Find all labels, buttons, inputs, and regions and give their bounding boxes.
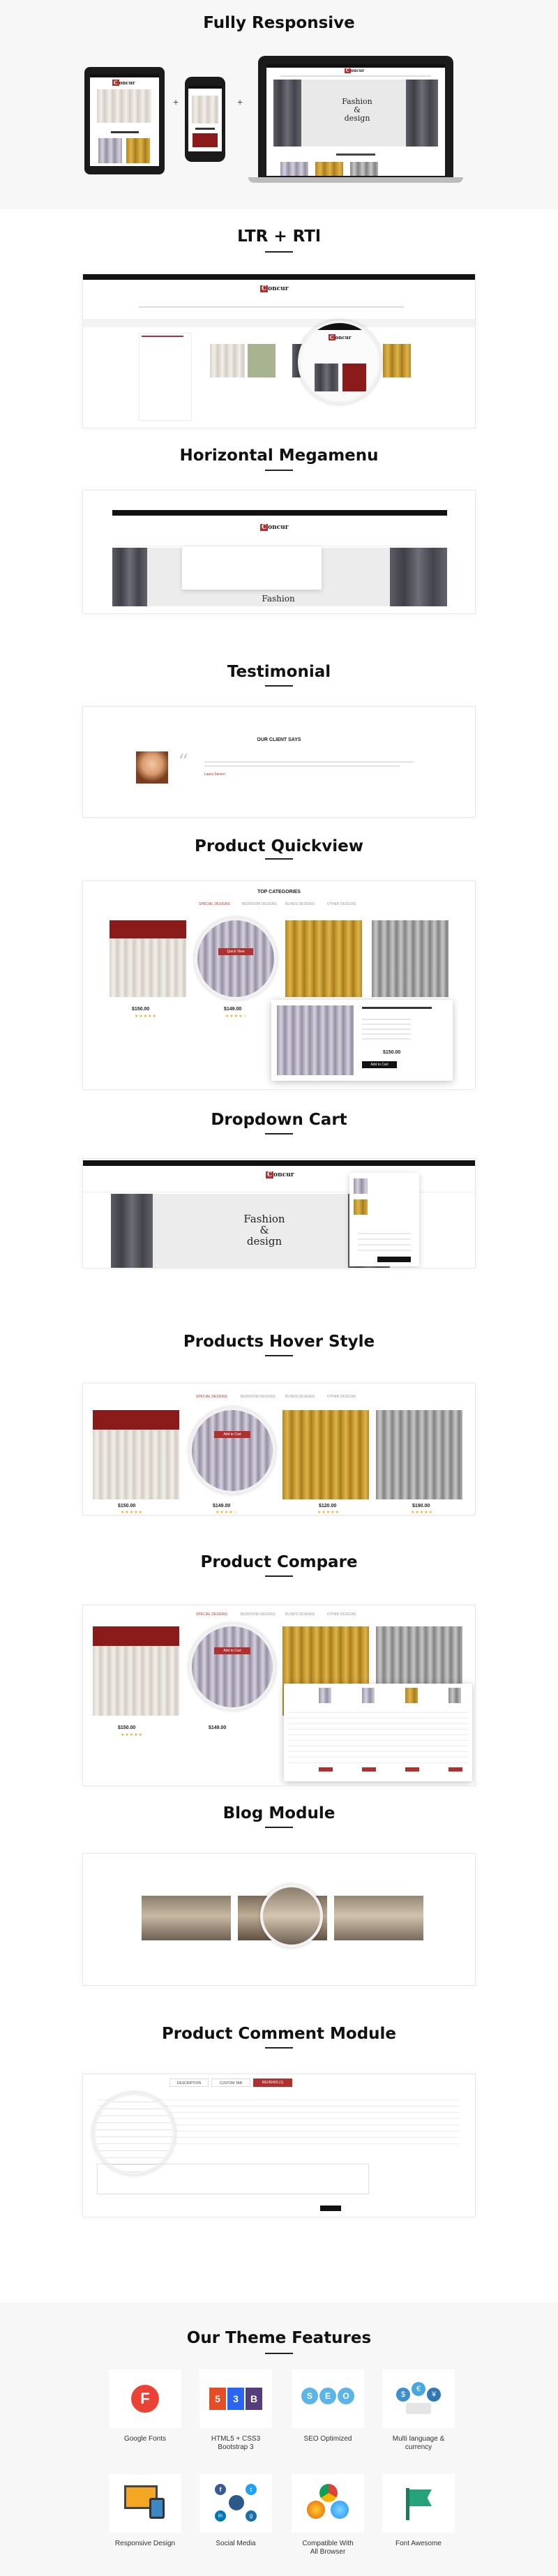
feature-social xyxy=(199,2474,272,2533)
tablet-mockup: C oncur xyxy=(84,67,165,174)
section-title: Products Hover Style xyxy=(183,1333,375,1351)
quickview-card: TOP CATEGORIES SPECIAL DESIGNS BEDROOM DESIGNS BLINDS DESIGNS OTHER DESIGNS Quick View $150.00 ★★★★★ $149.00 ★★★★☆ $150.00 Add to Cart xyxy=(82,881,476,1090)
hover-section xyxy=(0,1312,558,1535)
avatar xyxy=(136,751,168,784)
responsive-section xyxy=(0,0,558,209)
quickview-hover-product[interactable]: Quick View xyxy=(195,918,277,1000)
html5-css3-bootstrap-icon: 5 3 B xyxy=(209,2388,262,2410)
cart-preview: C oncur Fashion & design xyxy=(82,1158,476,1268)
section-title: Product Comment Module xyxy=(161,2025,397,2043)
cart-section xyxy=(0,1102,558,1312)
seo-icon: S E O xyxy=(301,2388,354,2409)
blog-post[interactable] xyxy=(142,1896,231,1940)
feature-seo xyxy=(292,2369,364,2428)
ltr-rtl-section xyxy=(0,209,558,447)
feature-html5 xyxy=(199,2369,272,2428)
blog-post[interactable] xyxy=(334,1896,423,1940)
section-title: Dropdown Cart xyxy=(211,1111,347,1129)
section-title: Product Compare xyxy=(200,1553,358,1571)
quickview-section xyxy=(0,837,558,1102)
section-title: LTR + RTl xyxy=(237,227,321,246)
blog-card xyxy=(82,1853,476,1986)
compare-popup xyxy=(284,1684,472,1781)
tab-custom[interactable]: CUSTOM TAB xyxy=(211,2079,250,2087)
megamenu-preview: C oncur Fashion xyxy=(82,490,476,614)
testimonial-card: OUR CLIENT SAYS “ Laura Steven xyxy=(82,706,476,818)
ltr-preview: C oncur C oncur xyxy=(82,274,476,428)
section-title: Product Quickview xyxy=(195,837,363,855)
feature-responsive xyxy=(109,2474,181,2533)
compare-section xyxy=(0,1535,558,1786)
google-fonts-icon: F xyxy=(131,2385,159,2413)
tab-blinds[interactable]: BLINDS DESIGNS xyxy=(285,902,315,906)
feature-google-fonts xyxy=(109,2369,181,2428)
tab-bedroom[interactable]: BEDROOM DESIGNS xyxy=(242,902,277,906)
font-awesome-icon xyxy=(406,2488,434,2522)
compare-card: SPECIAL DESIGNS BEDROOM DESIGNS BLINDS DESIGNS OTHER DESIGNS Add to Cart $150.00 ★★★★★ $149.00 xyxy=(82,1605,476,1786)
features-section: Our Theme Features F Google Fonts 5 3 B HTML5 + CSS3 Bootstrap 3 S E O SEO Optimized $ € ¥ Multi language & currency Responsive Design f t in g Social Media Compatible With All Browser Font Awesome xyxy=(0,2302,558,2576)
section-title: Horizontal Megamenu xyxy=(179,447,379,465)
section-title: Our Theme Features xyxy=(186,2329,372,2347)
feature-multi-language xyxy=(382,2369,455,2428)
phone-mockup xyxy=(185,77,225,162)
hover-product[interactable]: Add to Cart xyxy=(189,1407,276,1494)
tab-special[interactable]: SPECIAL DESIGNS xyxy=(199,902,230,906)
comment-card xyxy=(82,2074,476,2217)
laptop-mockup: C oncur Fashion & design xyxy=(258,56,453,184)
megamenu-section xyxy=(0,447,558,656)
hover-card: SPECIAL DESIGNS BEDROOM DESIGNS BLINDS DESIGNS OTHER DESIGNS Add to Cart $150.00 ★★★★★ $149.00 ★★★★☆ $120.00 ★★★★★ $190.00 ★★★★★ xyxy=(82,1383,476,1515)
section-title: Fully Responsive xyxy=(203,14,355,32)
testimonial-section xyxy=(0,656,558,837)
compare-hover-product[interactable]: Add to Cart xyxy=(189,1624,276,1710)
section-title: Blog Module xyxy=(223,1804,335,1822)
plus-sign: + xyxy=(237,96,243,107)
responsive-design-icon xyxy=(124,2485,166,2520)
multi-language-icon: $ € ¥ xyxy=(396,2382,441,2416)
tab-description[interactable]: DESCRIPTION xyxy=(169,2079,209,2087)
quickview-popup: $150.00 Add to Cart xyxy=(271,1000,453,1081)
plus-sign: + xyxy=(173,96,179,107)
rtl-zoom-circle: C oncur xyxy=(298,320,382,404)
tab-reviews[interactable]: REVIEWS (1) xyxy=(253,2079,292,2087)
browsers-icon xyxy=(307,2484,349,2523)
social-media-icon: f t in g xyxy=(215,2484,257,2523)
comment-section xyxy=(0,1995,558,2302)
quote-icon: “ xyxy=(178,750,189,774)
feature-font-awesome xyxy=(382,2474,455,2533)
blog-section xyxy=(0,1786,558,1995)
tab-other[interactable]: OTHER DESIGNS xyxy=(327,902,356,906)
section-title: Testimonial xyxy=(227,663,331,681)
feature-browsers xyxy=(292,2474,364,2533)
dropdown-cart xyxy=(349,1173,419,1266)
